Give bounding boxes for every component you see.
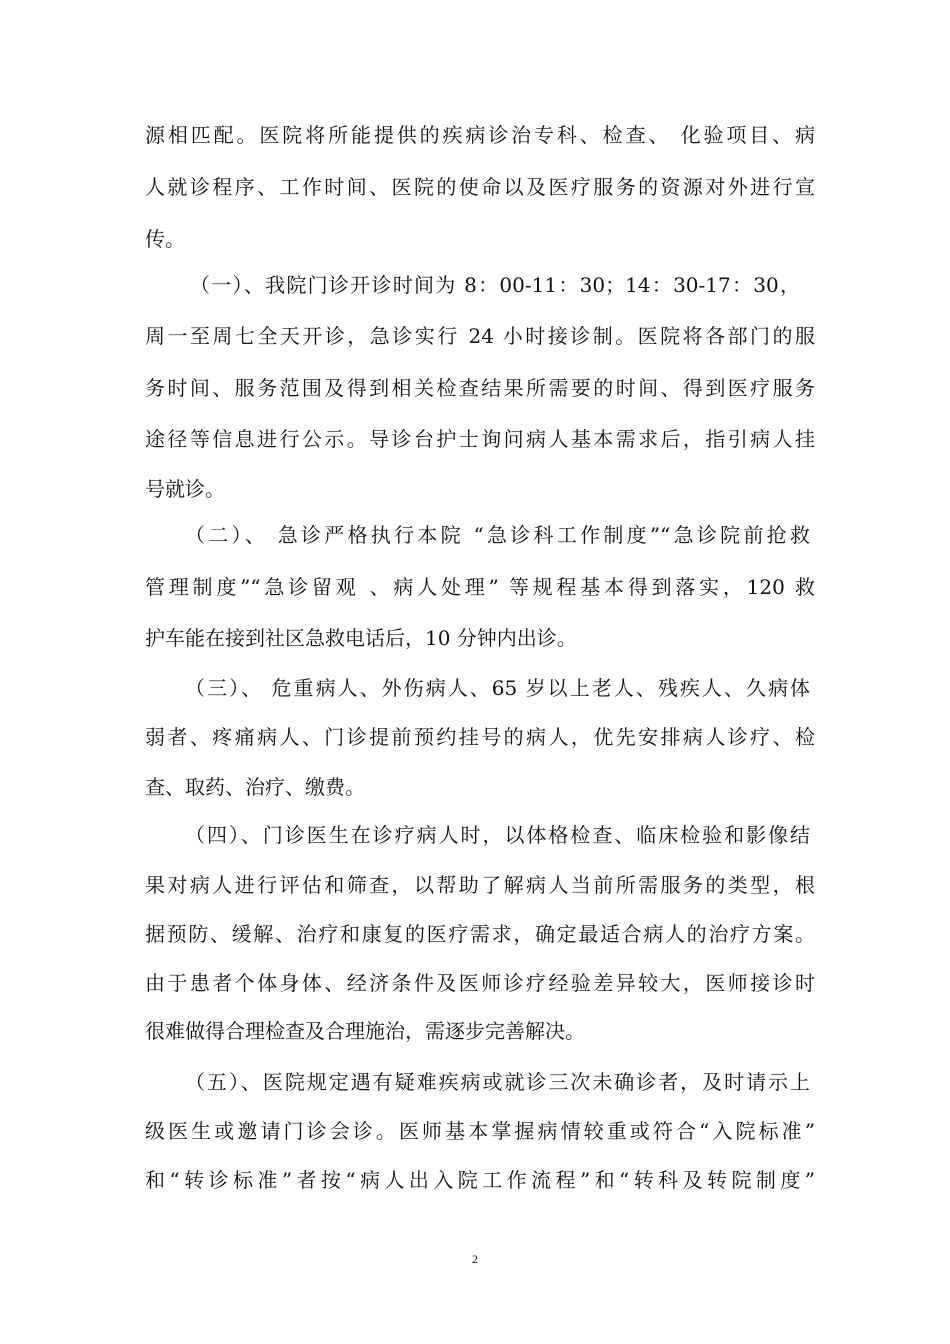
- text-line: （四）、门诊医生在诊疗病人时，以体格检查、临床检验和影像结: [185, 823, 810, 847]
- page-number: 2: [472, 1252, 478, 1266]
- text-line: 护车能在接到社区急救电话后，10 分钟内出诊。: [145, 626, 577, 650]
- text-line: （三）、 危重病人、外伤病人、65 岁以上老人、残疾人、久病体: [185, 676, 810, 700]
- text-line: （一）、我院门诊开诊时间为 8：00-11：30；14：30-17：30，: [190, 273, 800, 297]
- text-line: 源相匹配。医院将所能提供的疾病诊治专科、检查、 化验项目、病: [145, 123, 815, 147]
- text-line: 据预防、缓解、治疗和康复的医疗需求，确定最适合病人的治疗方案。: [145, 922, 815, 946]
- text-line: 果对病人进行评估和筛查，以帮助了解病人当前所需服务的类型，根: [145, 873, 815, 897]
- text-line: 传。: [145, 227, 185, 251]
- text-line: 号就诊。: [145, 477, 225, 501]
- text-line: 和“转诊标准”者按“病人出入院工作流程”和“转科及转院制度”: [145, 1168, 815, 1192]
- text-line: （二）、 急诊严格执行本院 “急诊科工作制度”“急诊院前抢救: [185, 523, 810, 547]
- text-line: 务时间、服务范围及得到相关检查结果所需要的时间、得到医疗服务: [145, 376, 815, 400]
- text-line: 弱者、疼痛病人、门诊提前预约挂号的病人，优先安排病人诊疗、检: [145, 725, 815, 749]
- text-line: 级医生或邀请门诊会诊。医师基本掌握病情较重或符合“入院标准”: [145, 1119, 815, 1143]
- text-line: 周一至周七全天开诊，急诊实行 24 小时接诊制。医院将各部门的服: [145, 324, 815, 348]
- text-line: 人就诊程序、工作时间、医院的使命以及医疗服务的资源对外进行宣: [145, 175, 815, 199]
- text-line: 很难做得合理检查及合理施治，需逐步完善解决。: [145, 1019, 585, 1043]
- text-line: 查、取药、治疗、缴费。: [145, 775, 365, 799]
- text-line: （五）、医院规定遇有疑难疾病或就诊三次未确诊者，及时请示上: [185, 1070, 810, 1094]
- text-line: 管理制度”“急诊留观 、病人处理” 等规程基本得到落实，120 救: [145, 575, 815, 599]
- text-line: 途径等信息进行公示。导诊台护士询问病人基本需求后，指引病人挂: [145, 427, 815, 451]
- text-line: 由于患者个体身体、经济条件及医师诊疗经验差异较大，医师接诊时: [145, 971, 815, 995]
